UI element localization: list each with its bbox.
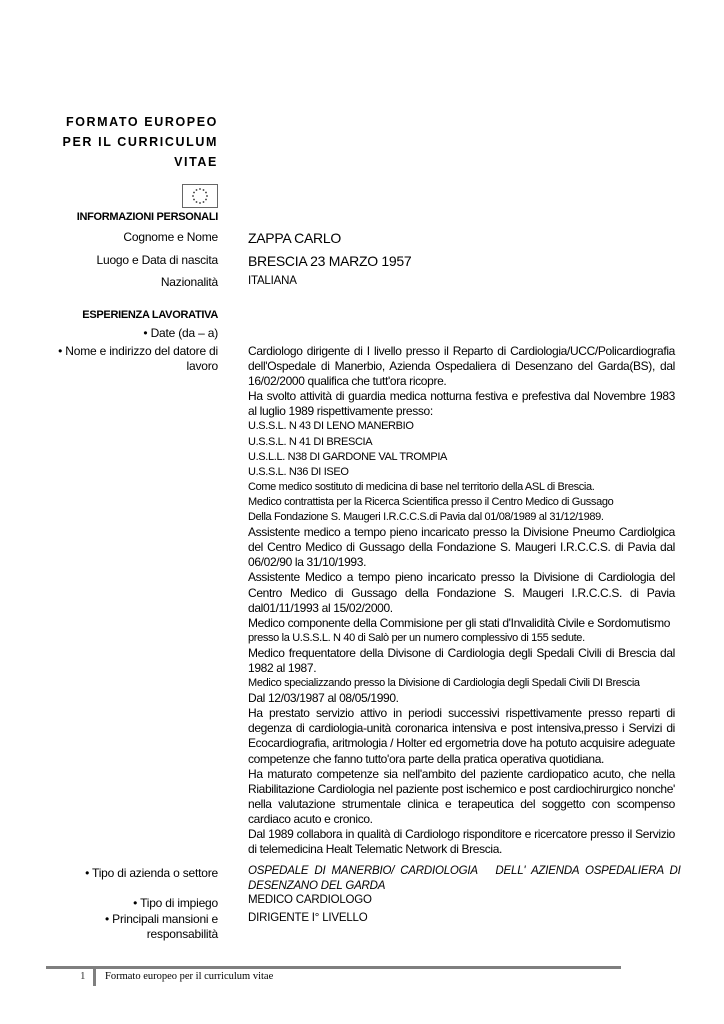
eu-flag-icon xyxy=(182,184,218,208)
employer-label-line-2: lavoro xyxy=(186,359,218,373)
duties-label-line-2: responsabilità xyxy=(146,927,218,941)
nationality-label: Nazionalità xyxy=(160,275,218,289)
experience-paragraph: Medico contrattista per la Ricerca Scientifica presso il Centro Medico di Gussago xyxy=(248,495,614,508)
nationality-value: ITALIANA xyxy=(248,275,297,287)
experience-body xyxy=(248,344,675,857)
experience-paragraph: Dal 12/03/1987 al 08/05/1990. xyxy=(248,691,399,706)
experience-paragraph: Cardiologo dirigente di I livello presso il Reparto di Cardiologia/UCC/Policardiografia dell'Ospedale di Manerbio, Azienda Ospedaliera di Desenzano del Garda(BS), dal 16/02/2000 qualifica che tutt'ora ricopre. xyxy=(248,344,675,389)
experience-heading: ESPERIENZA LAVORATIVA xyxy=(82,309,218,321)
experience-paragraph: presso la U.S.S.L. N 40 di Salò per un numero complessivo di 155 sedute. xyxy=(248,631,585,644)
company-value-line-1: OSPEDALE DI MANERBIO/ CARDIOLOGIA DELL' AZIENDA OSPEDALIERA DI xyxy=(248,865,681,877)
experience-paragraph: U.S.S.L. N36 DI ISEO xyxy=(248,465,349,478)
experience-paragraph: U.S.S.L. N 41 DI BRESCIA xyxy=(248,435,373,448)
company-label: • Tipo di azienda o settore xyxy=(85,866,218,881)
birth-value: BRESCIA 23 MARZO 1957 xyxy=(248,253,412,269)
experience-paragraph: Della Fondazione S. Maugeri I.R.C.C.S.di Pavia dal 01/08/1989 al 31/12/1989. xyxy=(248,511,604,524)
company-value xyxy=(248,864,681,894)
personal-info-heading: INFORMAZIONI PERSONALI xyxy=(76,211,218,223)
employer-label xyxy=(58,344,218,374)
experience-paragraph: Assistente medico a tempo pieno incaricato presso la Divisione Pneumo Cardiolgica del Centro Medico di Gussago della Fondazione S. Maugeri I.R.C.C.S. di Pavia dal 06/02/90 la 31/10/1993. xyxy=(248,525,675,570)
cv-title-line-2: PER IL CURRICULUM xyxy=(62,135,218,149)
experience-paragraph: Medico componente della Commisione per gli stati d'Invalidità Civile e Sordomutismo xyxy=(248,615,671,630)
employer-label-line-1: • Nome e indirizzo del datore di xyxy=(58,344,218,359)
experience-paragraph: Ha svolto attività di guardia medica notturna festiva e prefestiva dal Novembre 1983 al luglio 1989 rispettivamente presso: xyxy=(248,389,675,419)
duties-label xyxy=(105,912,218,942)
experience-paragraph: Ha maturato competenze sia nell'ambito del paziente cardiopatico acuto, che nella Riabilitazione Cardiologia nel paziente post ischemico e post cardiochirurgico nonche' nella valutazione strumentale clinica e terapeutica del soggetto con scompenso cardiaco acuto e cronico. xyxy=(248,766,675,826)
cv-title xyxy=(60,112,218,172)
duties-label-line-1: • Principali mansioni e xyxy=(105,912,218,927)
footer-divider xyxy=(46,966,621,969)
birth-label: Luogo e Data di nascita xyxy=(96,253,218,267)
job-type-label: • Tipo di impiego xyxy=(133,896,218,911)
footer-text: Formato europeo per il curriculum vitae xyxy=(105,971,274,982)
page-number: 1 xyxy=(80,970,86,982)
experience-paragraph: Medico specializzando presso la Divisione di Cardiologia degli Spedali Civili DI Brescia xyxy=(248,677,640,690)
experience-paragraph: Assistente Medico a tempo pieno incaricato presso la Divisione di Cardiologia del Centro Medico di Gussago della Fondazione S. Maugeri I.R.C.C.S. di Pavia dal01/11/1993 al 15/02/2000. xyxy=(248,570,675,615)
duties-value: DIRIGENTE I° LIVELLO xyxy=(248,912,368,924)
experience-paragraph: U.S.L.L. N38 DI GARDONE VAL TROMPIA xyxy=(248,450,448,463)
experience-paragraph: Ha prestato servizio attivo in periodi successivi rispettivamente presso reparti di degenza di cardiologia-unità coronarica intensiva e post intensiva,presso i Servizi di Ecocardiografia, aritmologia / Holter ed ergometria dove ha potuto acquisire adeguate competenze che fanno tutto'ora parte della pratica operativa quotidiana. xyxy=(248,706,675,766)
footer-separator xyxy=(93,969,96,986)
cv-title-line-3: VITAE xyxy=(174,155,218,169)
surname-value: ZAPPA CARLO xyxy=(248,230,341,246)
experience-paragraph: Come medico sostituto di medicina di base nel territorio della ASL di Brescia. xyxy=(248,480,595,493)
date-label: • Date (da – a) xyxy=(143,326,218,341)
experience-paragraph: Medico frequentatore della Divisone di Cardiologia degli Spedali Civili di Brescia dal 1982 al 1987. xyxy=(248,645,675,675)
surname-label: Cognome e Nome xyxy=(123,230,218,244)
experience-paragraph: Dal 1989 collabora in qualità di Cardiologo risponditore e ricercatore presso il Servizio di telemedicina Healt Telematic Network di Brescia. xyxy=(248,827,675,857)
cv-title-line-1: FORMATO EUROPEO xyxy=(65,115,218,129)
company-value-line-2: DESENZANO DEL GARDA xyxy=(248,880,386,892)
job-type-value: MEDICO CARDIOLOGO xyxy=(248,894,372,906)
experience-paragraph: U.S.S.L. N 43 DI LENO MANERBIO xyxy=(248,420,414,433)
